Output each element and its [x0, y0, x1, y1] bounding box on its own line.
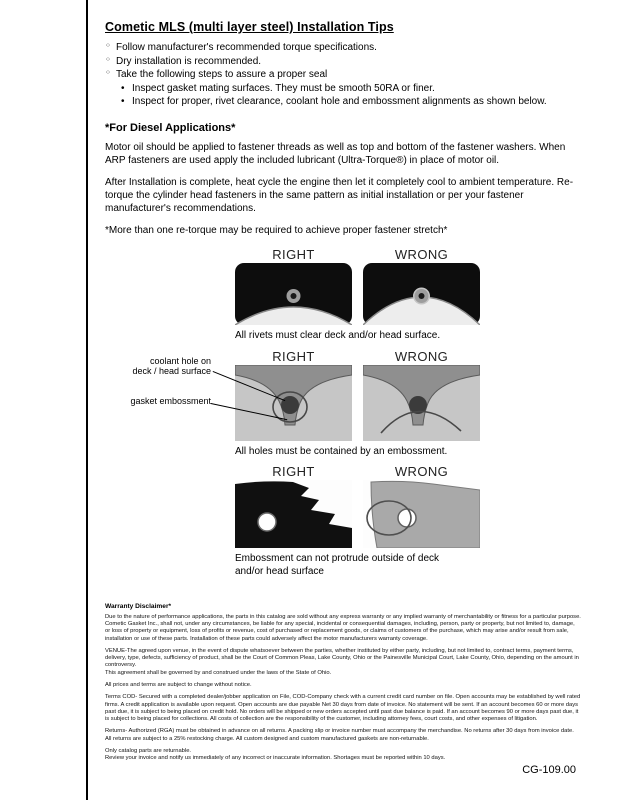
rivet-clearance-right-image	[235, 263, 352, 325]
embossment-wrong-image	[363, 365, 480, 441]
warranty-catalog-paragraph: Only catalog parts are returnable.	[105, 748, 192, 755]
left-border-rule	[86, 0, 88, 800]
tip-text: Inspect gasket mating surfaces. They must be smooth 50RA or finer.	[132, 82, 435, 94]
tip-sub-item	[105, 82, 585, 96]
circle-bullet-icon: ○	[106, 69, 110, 76]
page-title: Cometic MLS (multi layer steel) Installation Tips	[105, 20, 394, 34]
wrong-label: WRONG	[394, 463, 449, 479]
rivet-clearance-right-diagram	[235, 263, 352, 325]
embossment-wrong-diagram	[363, 365, 480, 441]
warranty-venue-paragraph: VENUE-The agreed upon venue, in the event of dispute whatsoever between the parties, whether instituted by either party, including, but not limited to, contract terms, payment terms, delivery, type, defects, sufficiency of product, shall be the Court of Common Pleas, Lake County, Ohio or the Painesville Municipal Court, Lake County, Ohio, depending on the amount in controversy.	[105, 647, 579, 669]
diesel-applications-heading: *For Diesel Applications*	[105, 121, 236, 134]
retorque-note: *More than one re-torque may be required to achieve proper fastener stretch*	[105, 225, 448, 237]
tip-item	[105, 68, 585, 82]
gasket-embossment-label: gasket embossment	[130, 395, 211, 406]
coolant-hole-label: coolant hole on deck / head surface	[132, 355, 211, 377]
warranty-governed-paragraph: This agreement shall be governed by and construed under the laws of the State of Ohio.	[105, 669, 332, 676]
tip-text: Take the following steps to assure a proper seal	[116, 69, 328, 80]
warranty-heading: Warranty Disclaimer*	[105, 602, 172, 610]
right-label: RIGHT	[272, 246, 315, 262]
right-label: RIGHT	[272, 348, 315, 364]
rivet-clearance-wrong-image	[363, 263, 480, 325]
rivet-clearance-wrong-diagram	[363, 263, 480, 325]
tips-list	[105, 41, 585, 109]
diesel-paragraph-oil: Motor oil should be applied to fastener threads as well as top and bottom of the fastener washers. When ARP fasteners are used apply the included lubricant (Ultra-Torque®) in place of motor oil.	[105, 141, 566, 166]
warranty-terms-paragraph: Terms COD- Secured with a completed dealer/jobber application on File, COD-Company check with a current credit card number on file. Open accounts may be established by well rated firms. A credit application is available upon request. Open accounts are due payable Net 30 days from date of invoice. No statement will be sent. If an account becomes 60 or more days past due, it is subject to being placed on credit hold. No orders will be shipped or new orders accepted until past due balance is paid. If an account becomes 90 or more days past due, it is subject to being placed for collections. All costs of collection are the responsibility of the customer, including attorney fees, court costs, and other expenses of litigation.	[105, 694, 581, 723]
embossment-right-diagram	[235, 365, 352, 441]
warranty-review-paragraph: Review your invoice and notify us immediately of any incorrect or inaccurate information. Shortages must be reported within 10 days.	[105, 755, 446, 762]
protrusion-caption: Embossment can not protrude outside of deck and/or head surface	[235, 552, 440, 577]
deck-surface	[371, 481, 480, 548]
holes-caption: All holes must be contained by an embossment.	[235, 445, 448, 457]
protrusion-wrong-image	[363, 480, 480, 548]
rivet-caption: All rivets must clear deck and/or head surface.	[235, 329, 441, 341]
protrusion-right-diagram	[235, 480, 352, 548]
warranty-prices-paragraph: All prices and terms are subject to change without notice.	[105, 682, 252, 688]
wrong-label: WRONG	[394, 246, 449, 262]
warranty-returns-paragraph: Returns- Authorized (RGA) must be obtained in advance on all returns. A packing slip or invoice number must accompany the merchandise. No returns after 30 days from invoice date. All returns are subject to a 25% restocking charge. All custom designed and custom manufactured gaskets are non-returnable.	[105, 728, 574, 742]
embossment-right-image	[235, 365, 352, 441]
tip-item	[105, 55, 585, 69]
diesel-paragraph-retorque: After Installation is complete, heat cycle the engine then let it completely cool to ambient temperature. Re-torque the cylinder head fasteners in the same pattern as initial installation or per your fastener manufacturer's recommendations.	[105, 176, 574, 215]
wrong-label: WRONG	[394, 348, 449, 364]
tip-text: Dry installation is recommended.	[116, 55, 262, 67]
warranty-disclaimer-section	[105, 603, 581, 763]
dot-bullet-icon: •	[121, 96, 125, 107]
tip-text: Inspect for proper, rivet clearance, coolant hole and embossment alignments as shown below.	[132, 96, 547, 107]
protrusion-wrong-diagram	[363, 480, 480, 548]
tip-sub-item	[105, 95, 585, 109]
right-label: RIGHT	[272, 463, 315, 479]
dot-bullet-icon: •	[121, 82, 125, 94]
circle-bullet-icon: ○	[106, 55, 110, 63]
tip-text: Follow manufacturer's recommended torque specifications.	[116, 42, 377, 53]
protrusion-right-image	[235, 480, 352, 548]
circle-bullet-icon: ○	[106, 42, 110, 49]
tip-item	[105, 41, 585, 55]
coolant-hole	[281, 396, 299, 414]
warranty-liability-paragraph: Due to the nature of performance applications, the parts in this catalog are sold without any express warranty or any implied warranty of merchantability or fitness for a particular purpose. Cometic Gasket Inc., shall not, under any circumstances, be liable for any special, incidental or consequential damages, including, person, party or property, but not limited to, damage, or loss of property or equipment, loss of profits or revenue, cost of purchased or replacement goods, or claims of customers of the purchase, which may arise and/or result from sale, installation or use of these parts. Installation of these parts could adversely affect the motor manufacturers warranty coverage.	[105, 613, 581, 642]
diagram-section	[105, 247, 585, 583]
page-content	[105, 20, 585, 768]
catalog-page-code: CG-109.00	[522, 764, 576, 776]
